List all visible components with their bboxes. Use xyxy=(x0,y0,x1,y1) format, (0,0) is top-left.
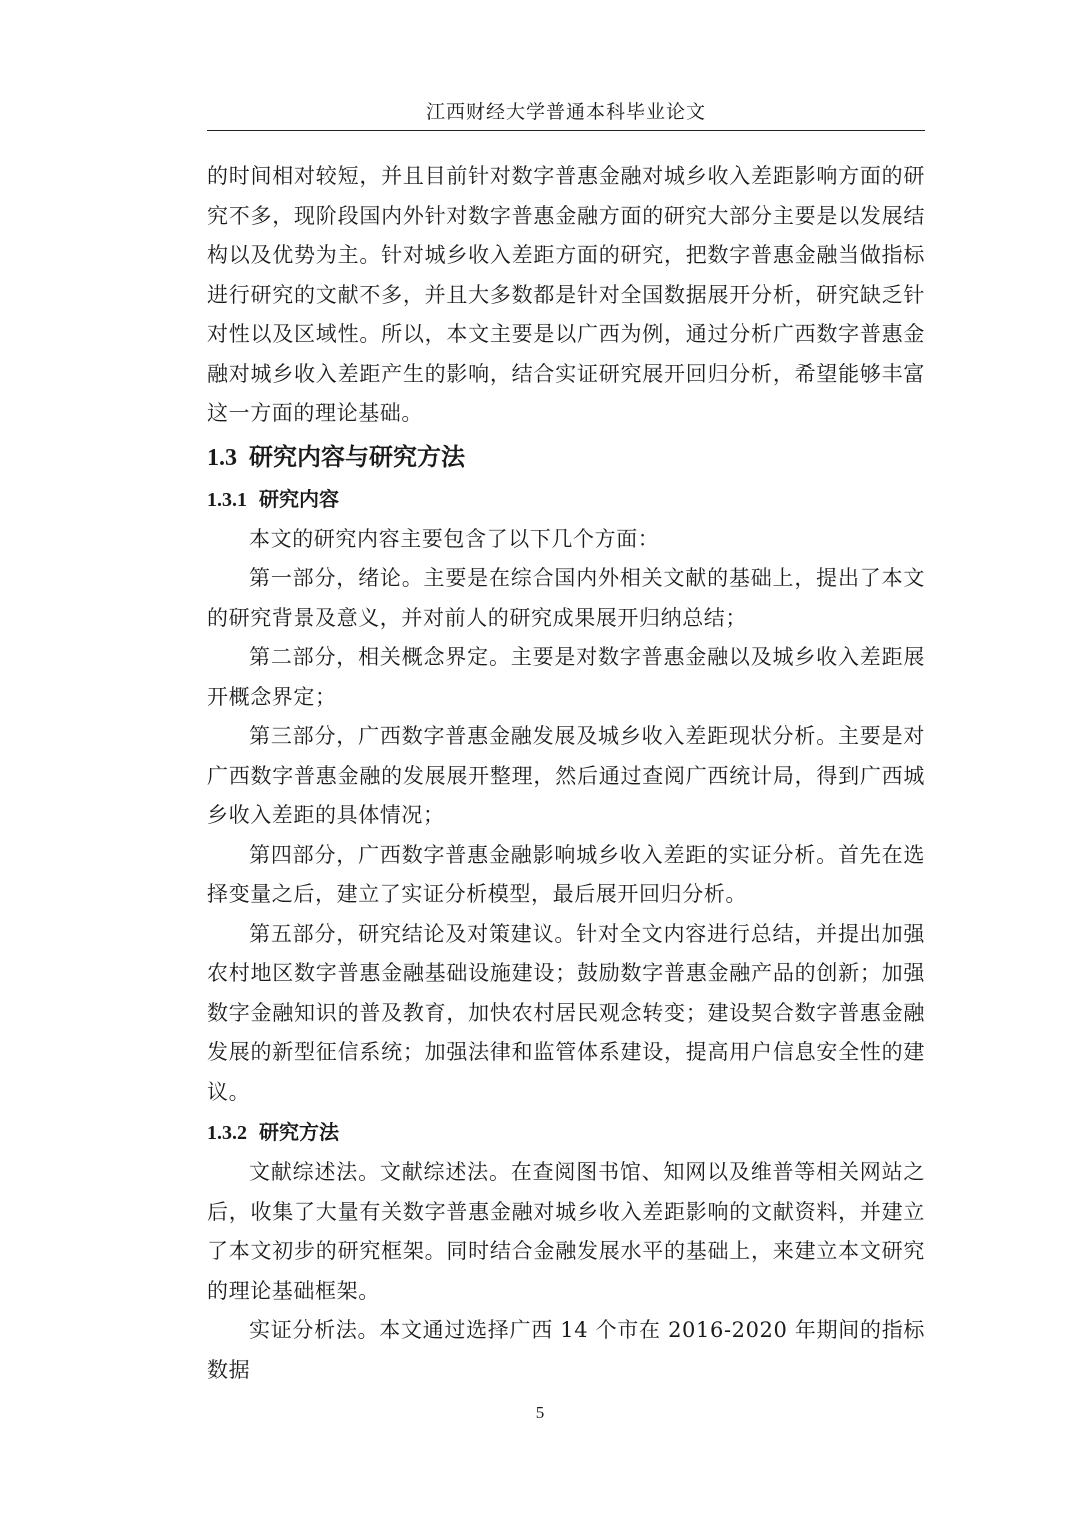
paragraph-method-empirical: 实证分析法。本文通过选择广西 14 个市在 2016-2020 年期间的指标数据 xyxy=(207,1318,925,1382)
paragraph-part-3: 第三部分，广西数字普惠金融发展及城乡收入差距现状分析。主要是对广西数字普惠金融的发展展开整理，然后通过查阅广西统计局，得到广西城乡收入差距的具体情况； xyxy=(207,724,925,827)
section-title: 研究内容与研究方法 xyxy=(249,442,465,471)
paragraph-part-2: 第二部分，相关概念界定。主要是对数字普惠金融以及城乡收入差距展开概念界定； xyxy=(207,645,925,709)
paragraph-part-5: 第五部分，研究结论及对策建议。针对全文内容进行总结，并提出加强农村地区数字普惠金融基础设施建设；鼓励数字普惠金融产品的创新；加强数字金融知识的普及教育，加快农村居民观念转变；建设契合数字普惠金融发展的新型征信系统；加强法律和监管体系建设，提高用户信息安全性的建议。 xyxy=(207,921,925,1104)
paragraph-part-4: 第四部分，广西数字普惠金融影响城乡收入差距的实证分析。首先在选择变量之后，建立了实证分析模型，最后展开回归分析。 xyxy=(207,842,925,906)
subsection-heading-1-3-1 xyxy=(207,479,925,520)
subsection-title: 研究方法 xyxy=(259,1120,339,1144)
page-number: 5 xyxy=(535,1403,545,1422)
paragraph-method-literature: 文献综述法。文献综述法。在查阅图书馆、知网以及维普等相关网站之后，收集了大量有关数字普惠金融对城乡收入差距影响的文献资料，并建立了本文初步的研究框架。同时结合金融发展水平的基础上，来建立本文研究的理论基础框架。 xyxy=(207,1160,925,1303)
running-header: 江西财经大学普通本科毕业论文 xyxy=(425,101,706,123)
header-divider xyxy=(207,130,925,131)
subsection-heading-1-3-2 xyxy=(207,1112,925,1153)
page-body xyxy=(207,157,925,1390)
paragraph-intro: 的时间相对较短，并且目前针对数字普惠金融对城乡收入差距影响方面的研究不多，现阶段国内外针对数字普惠金融方面的研究大部分主要是以发展结构以及优势为主。针对城乡收入差距方面的研究，把数字普惠金融当做指标进行研究的文献不多，并且大多数都是针对全国数据展开分析，研究缺乏针对性以及区域性。所以，本文主要是以广西为例，通过分析广西数字普惠金融对城乡收入差距产生的影响，结合实证研究展开回归分析，希望能够丰富这一方面的理论基础。 xyxy=(207,164,925,425)
subsection-number: 1.3.2 xyxy=(207,1122,247,1144)
subsection-title: 研究内容 xyxy=(259,486,339,511)
section-heading-1-3 xyxy=(207,436,925,479)
subsection-number: 1.3.1 xyxy=(207,488,247,511)
paragraph-content-lead: 本文的研究内容主要包含了以下几个方面： xyxy=(249,526,660,551)
paragraph-part-1: 第一部分，绪论。主要是在综合国内外相关文献的基础上，提出了本文的研究背景及意义，并对前人的研究成果展开归纳总结； xyxy=(207,566,925,630)
section-number: 1.3 xyxy=(207,444,237,471)
